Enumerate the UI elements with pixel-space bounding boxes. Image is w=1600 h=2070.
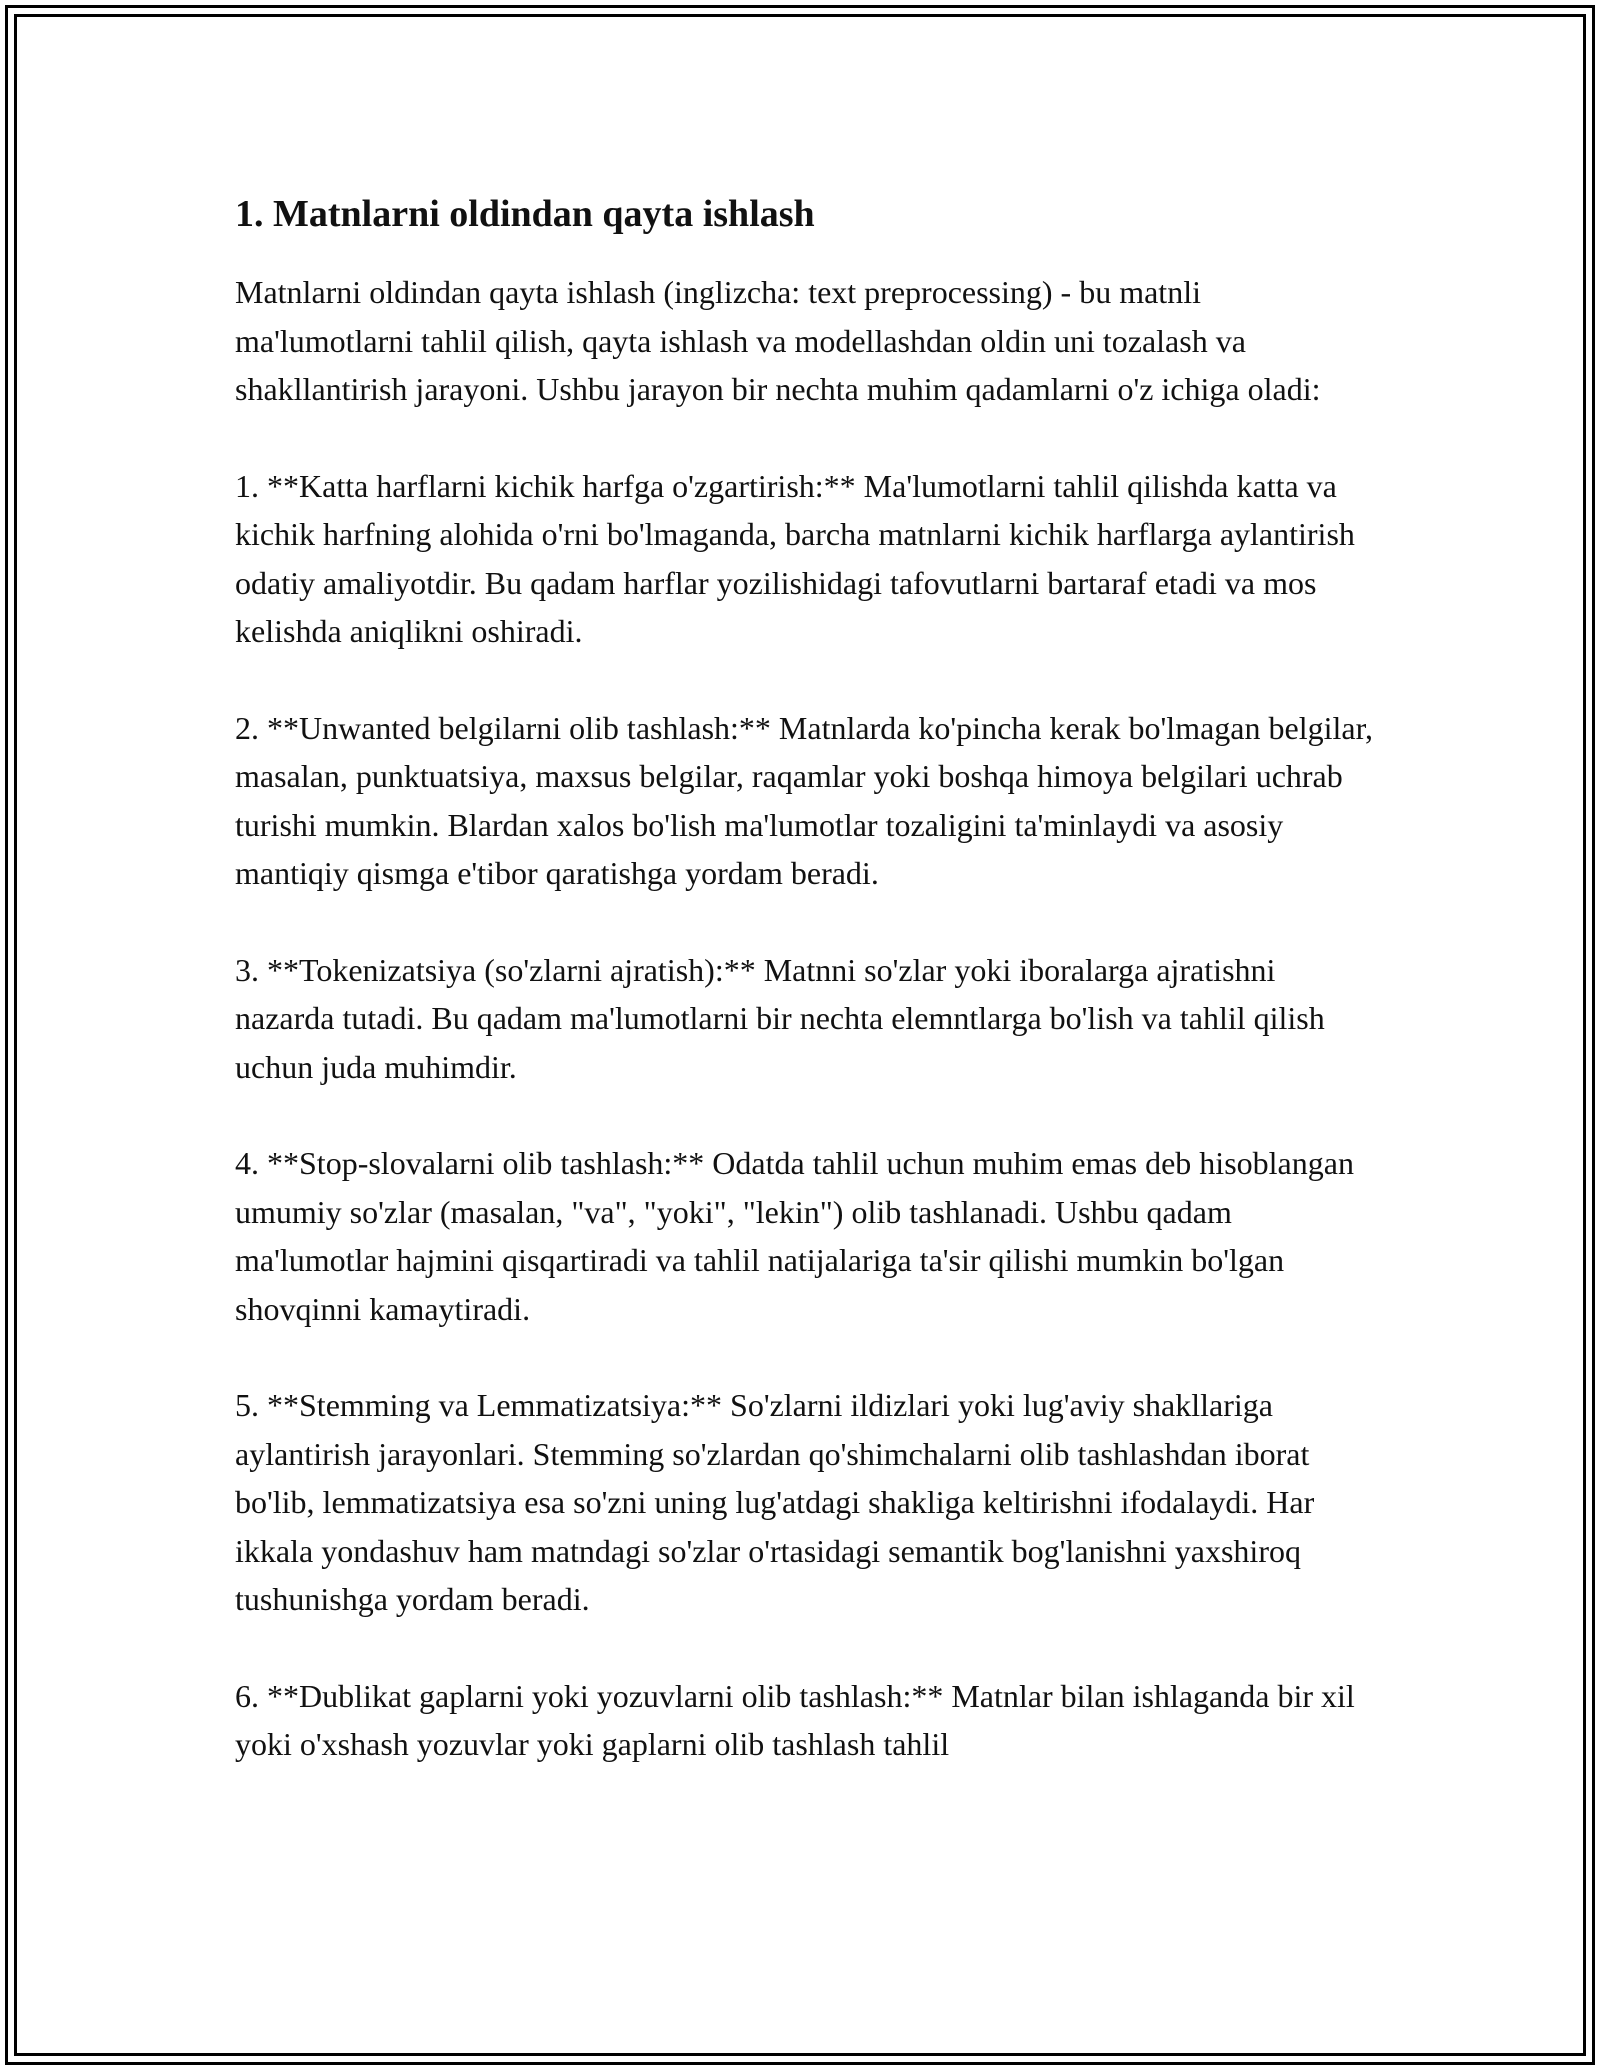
section-heading: 1. Matnlarni oldindan qayta ishlash [235,193,815,235]
step-4-stopwords: 4. **Stop-slovalarni olib tashlash:** Odatda tahlil uchun muhim emas deb hisoblangan umumiy so'zlar (masalan, "va", "yoki", "lekin") olib tashlanadi. Ushbu qadam ma'lumotlar hajmini qisqartiradi va tahlil natijalariga ta'sir qilishi mumkin bo'lgan shovqinni kamaytiradi. [235,1145,1354,1327]
step-3-tokenization: 3. **Tokenizatsiya (so'zlarni ajratish):** Matnni so'zlar yoki iboralarga ajratishni nazarda tutadi. Bu qadam ma'lumotlarni bir nechta elemntlarga bo'lish va tahlil qilish uchun juda muhimdir. [235,951,1325,1085]
step-6-deduplication: 6. **Dublikat gaplarni yoki yozuvlarni olib tashlash:** Matnlar bilan ishlaganda bir xil yoki o'xshash yozuvlar yoki gaplarni olib tashlash tahlil [235,1677,1355,1762]
step-1-lowercase: 1. **Katta harflarni kichik harfga o'zgartirish:** Ma'lumotlarni tahlil qilishda katta va kichik harfning alohida o'rni bo'lmaganda, barcha matnlarni kichik harflarga aylantirish odatiy amaliyotdir. Bu qadam harflar yozilishidagi tafovutlarni bartaraf etadi va mos kelishda aniqlikni oshiradi. [235,467,1355,649]
document-body [235,186,1375,1817]
step-5-stemming-lemmatization: 5. **Stemming va Lemmatizatsiya:** So'zlarni ildizlari yoki lug'aviy shakllariga aylantirish jarayonlari. Stemming so'zlardan qo'shimchalarni olib tashlashdan iborat bo'lib, lemmatizatsiya esa so'zni uning lug'atdagi shakliga keltirishni ifodalaydi. Har ikkala yondashuv ham matndagi so'zlar o'rtasidagi semantik bog'lanishni yaxshiroq tushunishga yordam beradi. [235,1387,1315,1617]
step-2-remove-symbols: 2. **Unwanted belgilarni olib tashlash:** Matnlarda ko'pincha kerak bo'lmagan belgilar, masalan, punktuatsiya, maxsus belgilar, raqamlar yoki boshqa himoya belgilari uchrab turishi mumkin. Blardan xalos bo'lish ma'lumotlar tozaligini ta'minlaydi va asosiy mantiqiy qismga e'tibor qaratishga yordam beradi. [235,709,1373,891]
intro-paragraph: Matnlarni oldindan qayta ishlash (inglizcha: text preprocessing) - bu matnli ma'lumotlarni tahlil qilish, qayta ishlash va modellashdan oldin uni tozalash va shakllantirish jarayoni. Ushbu jarayon bir nechta muhim qadamlarni o'z ichiga oladi: [235,274,1321,407]
